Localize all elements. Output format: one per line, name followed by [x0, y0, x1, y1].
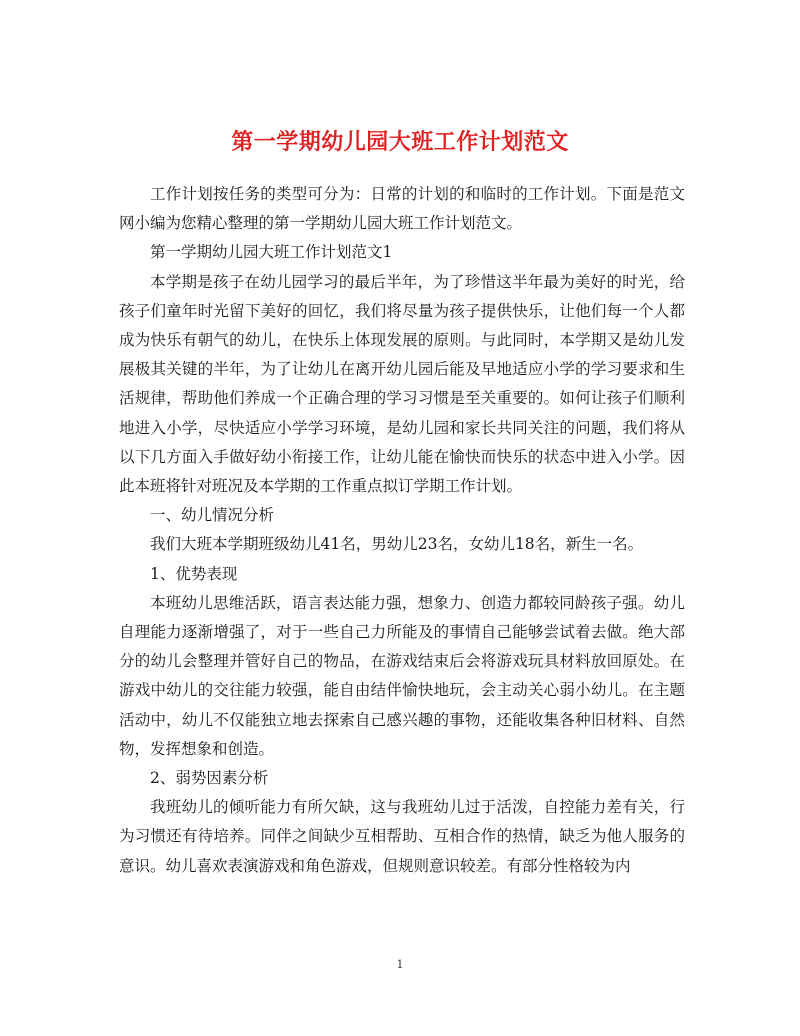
subsection-heading: 2、弱势因素分析: [150, 769, 269, 788]
body-paragraph: 我们大班本学期班级幼儿41名，男幼儿23名，女幼儿18名，新生一名。: [150, 535, 644, 554]
subsection-heading: 1、优势表现: [150, 564, 238, 583]
page-number: 1: [396, 958, 404, 971]
body-paragraph: 本学期是孩子在幼儿园学习的最后半年，为了珍惜这半年最为美好的时光，给孩子们童年时光留下美好的回忆，我们将尽量为孩子提供快乐，让他们每一个人都成为快乐有朝气的幼儿，在快乐上体现发展的原则。与此同时，本学期又是幼儿发展极其关键的半年，为了让幼儿在离开幼儿园后能及早地适应小学的学习要求和生活规律，帮助他们养成一个正确合理的学习习惯是至关重要的。如何让孩子们顺利地进入小学，尽快适应小学学习环境，是幼儿园和家长共同关注的问题，我们将从以下几方面入手做好幼小衔接工作，让幼儿能在愉快而快乐的状态中进入小学。因此本班将针对班况及本学期的工作重点拟订学期工作计划。: [119, 272, 685, 496]
body-paragraph: 我班幼儿的倾听能力有所欠缺，这与我班幼儿过于活泼，自控能力差有关，行为习惯还有待培养。同伴之间缺少互相帮助、互相合作的热情，缺乏为他人服务的意识。幼儿喜欢表演游戏和角色游戏，但规则意识较差。有部分性格较为内: [119, 798, 685, 875]
section-heading: 一、幼儿情况分析: [150, 506, 275, 525]
intro-paragraph: 工作计划按任务的类型可分为：日常的计划的和临时的工作计划。下面是范文网小编为您精心整理的第一学期幼儿园大班工作计划范文。: [119, 185, 685, 233]
document-body: [119, 180, 685, 881]
document-title: 第一学期幼儿园大班工作计划范文: [231, 128, 569, 155]
section-heading: 第一学期幼儿园大班工作计划范文1: [150, 243, 393, 262]
body-paragraph: 本班幼儿思维活跃，语言表达能力强，想象力、创造力都较同龄孩子强。幼儿自理能力逐渐增强了，对于一些自己力所能及的事情自己能够尝试着去做。绝大部分的幼儿会整理并管好自己的物品，在游戏结束后会将游戏玩具材料放回原处。在游戏中幼儿的交往能力较强，能自由结伴愉快地玩，会主动关心弱小幼儿。在主题活动中，幼儿不仅能独立地去探索自己感兴趣的事物，还能收集各种旧材料、自然物，发挥想象和创造。: [119, 593, 685, 758]
